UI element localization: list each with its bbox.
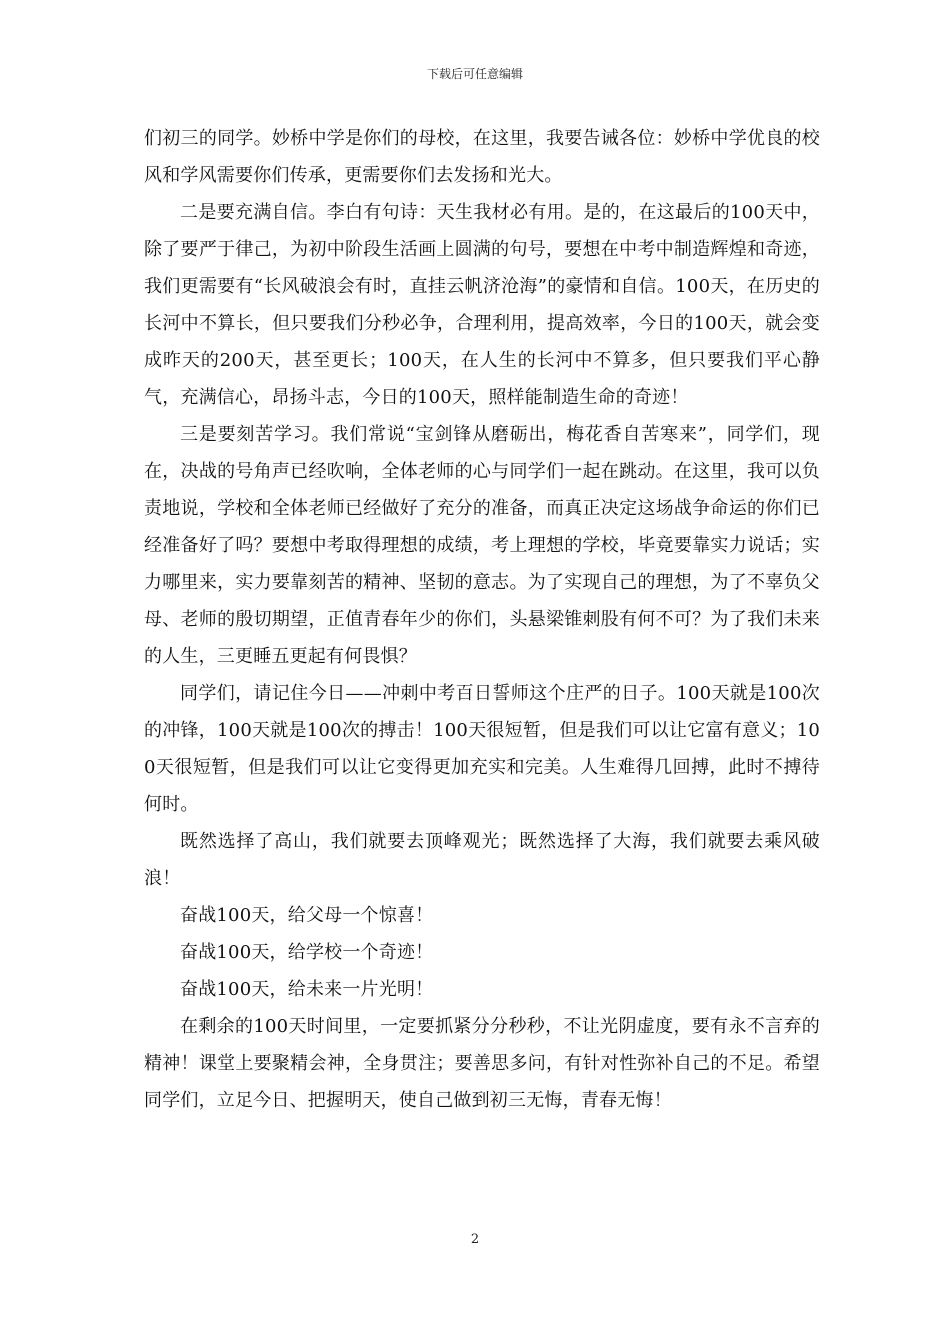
- slogan-parents: 奋战100天，给父母一个惊喜！: [180, 905, 434, 926]
- slogan-school: 奋战100天，给学校一个奇迹！: [180, 942, 434, 963]
- page-header: 下载后可任意编辑: [426, 67, 523, 81]
- paragraph-confidence: 二是要充满自信。李白有句诗：天生我材必有用。是的，在这最后的100天中，除了要严于律己，为初中阶段生活画上圆满的句号，要想在中考中制造辉煌和奇迹，我们更需要有“长风破浪会有时，直挂云帆济沧海”的豪情和自信。100天，在历史的长河中不算长，但只要我们分秒必争，合理利用，提高效率，今日的100天，就会变成昨天的200天，甚至更长；100天，在人生的长河中不算多，但只要我们平心静气，充满信心，昂扬斗志，今日的100天，照样能制造生命的奇迹！: [144, 202, 820, 408]
- paragraph-continuation: 们初三的同学。妙桥中学是你们的母校，在这里，我要告诫各位：妙桥中学优良的校风和学风需要你们传承，更需要你们去发扬和光大。: [144, 128, 820, 186]
- paragraph-closing: 在剩余的100天时间里，一定要抓紧分分秒秒，不让光阴虚度，要有永不言弃的精神！课堂上要聚精会神，全身贯注；要善思多问，有针对性弥补自己的不足。希望同学们，立足今日、把握明天，使自己做到初三无悔，青春无悔！: [144, 1016, 820, 1111]
- paragraph-study-hard: 三是要刻苦学习。我们常说“宝剑锋从磨砺出，梅花香自苦寒来”，同学们，现在，决战的号角声已经吹响，全体老师的心与同学们一起在跳动。在这里，我可以负责地说，学校和全体老师已经做好了充分的准备，而真正决定这场战争命运的你们已经准备好了吗？要想中考取得理想的成绩，考上理想的学校，毕竟要靠实力说话；实力哪里来，实力要靠刻苦的精神、坚韧的意志。为了实现自己的理想，为了不辜负父母、老师的殷切期望，正值青春年少的你们，头悬梁锥刺股有何不可？为了我们未来的人生，三更睡五更起有何畏惧？: [144, 424, 820, 667]
- paragraph-mountain-sea: 既然选择了高山，我们就要去顶峰观光；既然选择了大海，我们就要去乘风破浪！: [144, 831, 820, 889]
- slogan-future: 奋战100天，给未来一片光明！: [180, 979, 434, 1000]
- paragraph-remember-today: 同学们，请记住今日——冲刺中考百日誓师这个庄严的日子。100天就是100次的冲锋，100天就是100次的搏击！100天很短暂，但是我们可以让它富有意义；100天很短暂，但是我们可以让它变得更加充实和完美。人生难得几回搏，此时不搏待何时。: [144, 683, 820, 815]
- page-number: 2: [470, 1232, 480, 1247]
- document-body: [144, 120, 820, 1119]
